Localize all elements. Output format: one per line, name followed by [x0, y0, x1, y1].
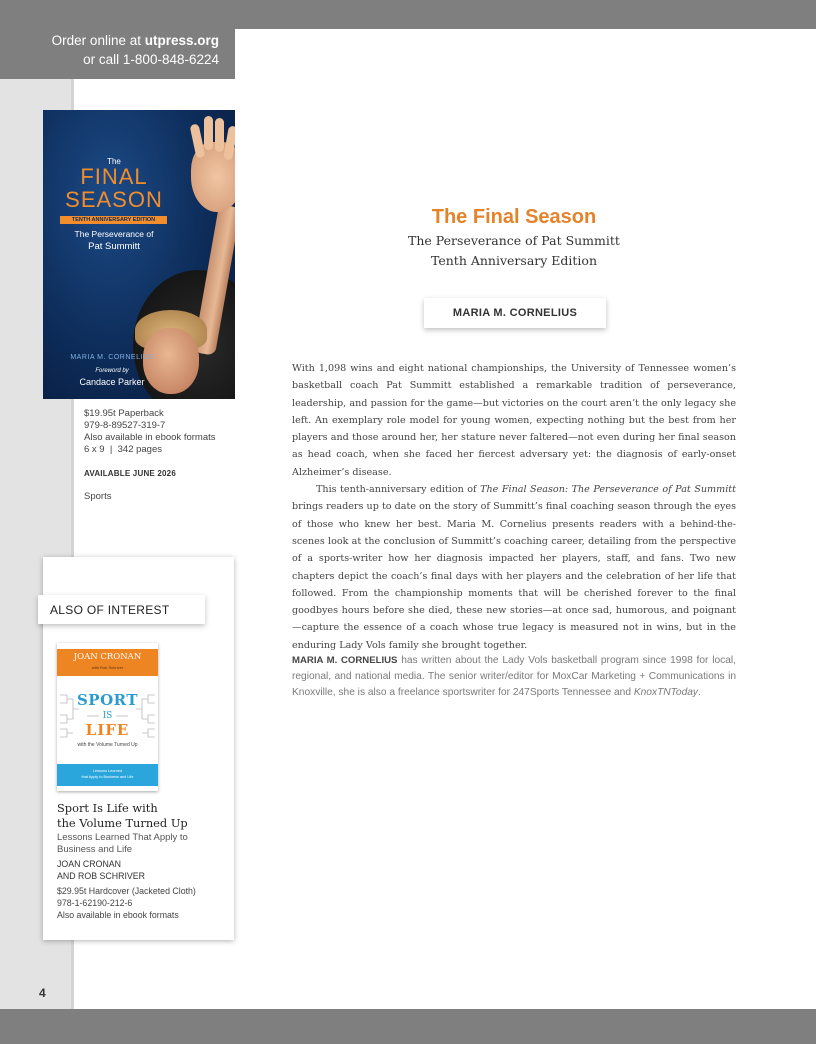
bio-author-name: MARIA M. CORNELIUS: [292, 655, 398, 666]
bottom-bar: [0, 1009, 816, 1044]
book-title-italic: The Final Season: The Perseverance of Pat Summitt: [480, 484, 736, 496]
mini-cover-word-sport: SPORT: [76, 691, 139, 709]
mini-cover-lessons: Lessons Learned that Apply to Business and Life: [81, 769, 134, 779]
also-of-interest-cover[interactable]: [57, 643, 158, 791]
cover-finger: [215, 118, 224, 152]
also-of-interest-authors: JOAN CRONAN AND ROB SCHRIVER: [57, 859, 145, 881]
cover-subtitle-line1: The Perseverance of: [74, 229, 154, 239]
cover-author: MARIA M. CORNELIUS: [70, 354, 154, 361]
top-bar: [0, 0, 816, 29]
order-info-box: [0, 29, 235, 79]
book-availability: AVAILABLE JUNE 2026: [84, 469, 176, 478]
mini-cover-tagline: with the Volume Turned Up: [77, 742, 138, 748]
book-category: Sports: [84, 491, 112, 502]
page-number: 4: [39, 986, 46, 1000]
mini-cover-author: JOAN CRONAN: [73, 652, 142, 662]
book-subtitle: The Perseverance of Pat Summitt: [408, 233, 620, 248]
book-author: MARIA M. CORNELIUS: [452, 307, 578, 319]
description-paragraph-2: This tenth-anniversary edition of The Final Season: The Perseverance of Pat Summitt brings readers up to date on the story of Summitt’s final coaching season through the eyes of those who knew her best. Maria M. Cornelius presents readers with a behind-the-scenes look at the conclusion of Summitt’s coaching career, detailing from the perspective of a sports-writer how her diagnosis impacted her players, staff, and fans. Two new chapters depict the coach’s final days with her players and the celebration of her life that followed. From the championship moments that will be cherished forever to the final goodbyes hours before she died, these new stories—at once sad, humorous, and poignant—capture the essence of a coach whose true legacy is measured not in wins, but in the enduring Lady Vols family she brought together.: [292, 484, 736, 651]
cover-title-season: SEASON: [65, 187, 163, 212]
cover-foreword-label: Foreword by: [95, 368, 129, 374]
also-of-interest-label: ALSO OF INTEREST: [38, 595, 205, 624]
mini-cover-word-life: LIFE: [85, 721, 130, 739]
author-bio: MARIA M. CORNELIUS has written about the Lady Vols basketball program since 1998 for local, regional, and national media. The senior writer/editor for MoxCar Marketing + Communications in Knoxville, she is also a freelance sportswriter for 247Sports Tennessee and KnoxTNToday.: [292, 655, 736, 698]
cover-subtitle-line2: Pat Summitt: [88, 241, 140, 252]
bio-publication-italic: KnoxTNToday: [633, 687, 699, 698]
cover-edition-band: TENTH ANNIVERSARY EDITION: [60, 216, 167, 224]
also-isbn: 978-1-62190-212-6: [57, 898, 133, 908]
book-edition: Tenth Anniversary Edition: [430, 253, 598, 268]
book-ebook-note: Also available in ebook formats: [84, 432, 216, 443]
book-cover-final-season: [43, 110, 235, 399]
order-website-link[interactable]: utpress.org: [144, 33, 219, 48]
book-specs: 6 x 9 | 342 pages: [84, 444, 162, 455]
cover-title-final: FINAL: [80, 164, 148, 189]
description-paragraph-1: With 1,098 wins and eight national championships, the University of Tennessee women’s basketball coach Pat Summitt established a remarkable tradition of perseverance, leadership, and passion for the game—but victories on the court aren’t the only legacy she left. An exemplary role model for young women, expecting nothing but the best from her players and those around her, her stature never faltered—not even during her final season as head coach, when she faced her fiercest adversary yet: the diagnosis of early-onset Alzheimer’s disease.: [292, 363, 736, 478]
book-isbn: 979-8-89527-319-7: [84, 420, 166, 431]
author-nameplate: [424, 298, 606, 328]
book-title: The Final Season: [431, 206, 597, 228]
mini-cover-coauthor: with Rob Schriver: [91, 665, 124, 670]
order-phone-line: or call 1-800-848-6224: [83, 52, 219, 67]
cover-foreword-name: Candace Parker: [79, 377, 145, 387]
cover-finger: [204, 116, 213, 150]
book-description: [292, 360, 736, 654]
also-ebook-note: Also available in ebook formats: [57, 910, 179, 920]
also-price-format: $29.95t Hardcover (Jacketed Cloth): [57, 886, 196, 896]
book-price-format: $19.95t Paperback: [84, 408, 164, 419]
mini-cover-word-is: IS: [102, 711, 113, 721]
cover-title-the: The: [107, 157, 121, 166]
also-of-interest-meta: [57, 885, 196, 921]
book-meta: [84, 408, 216, 456]
order-online-line: Order online at utpress.org: [51, 33, 219, 48]
also-of-interest-subtitle: Lessons Learned That Apply to Business and Life: [57, 832, 188, 855]
also-of-interest-title[interactable]: Sport Is Life with the Volume Turned Up: [57, 801, 188, 830]
